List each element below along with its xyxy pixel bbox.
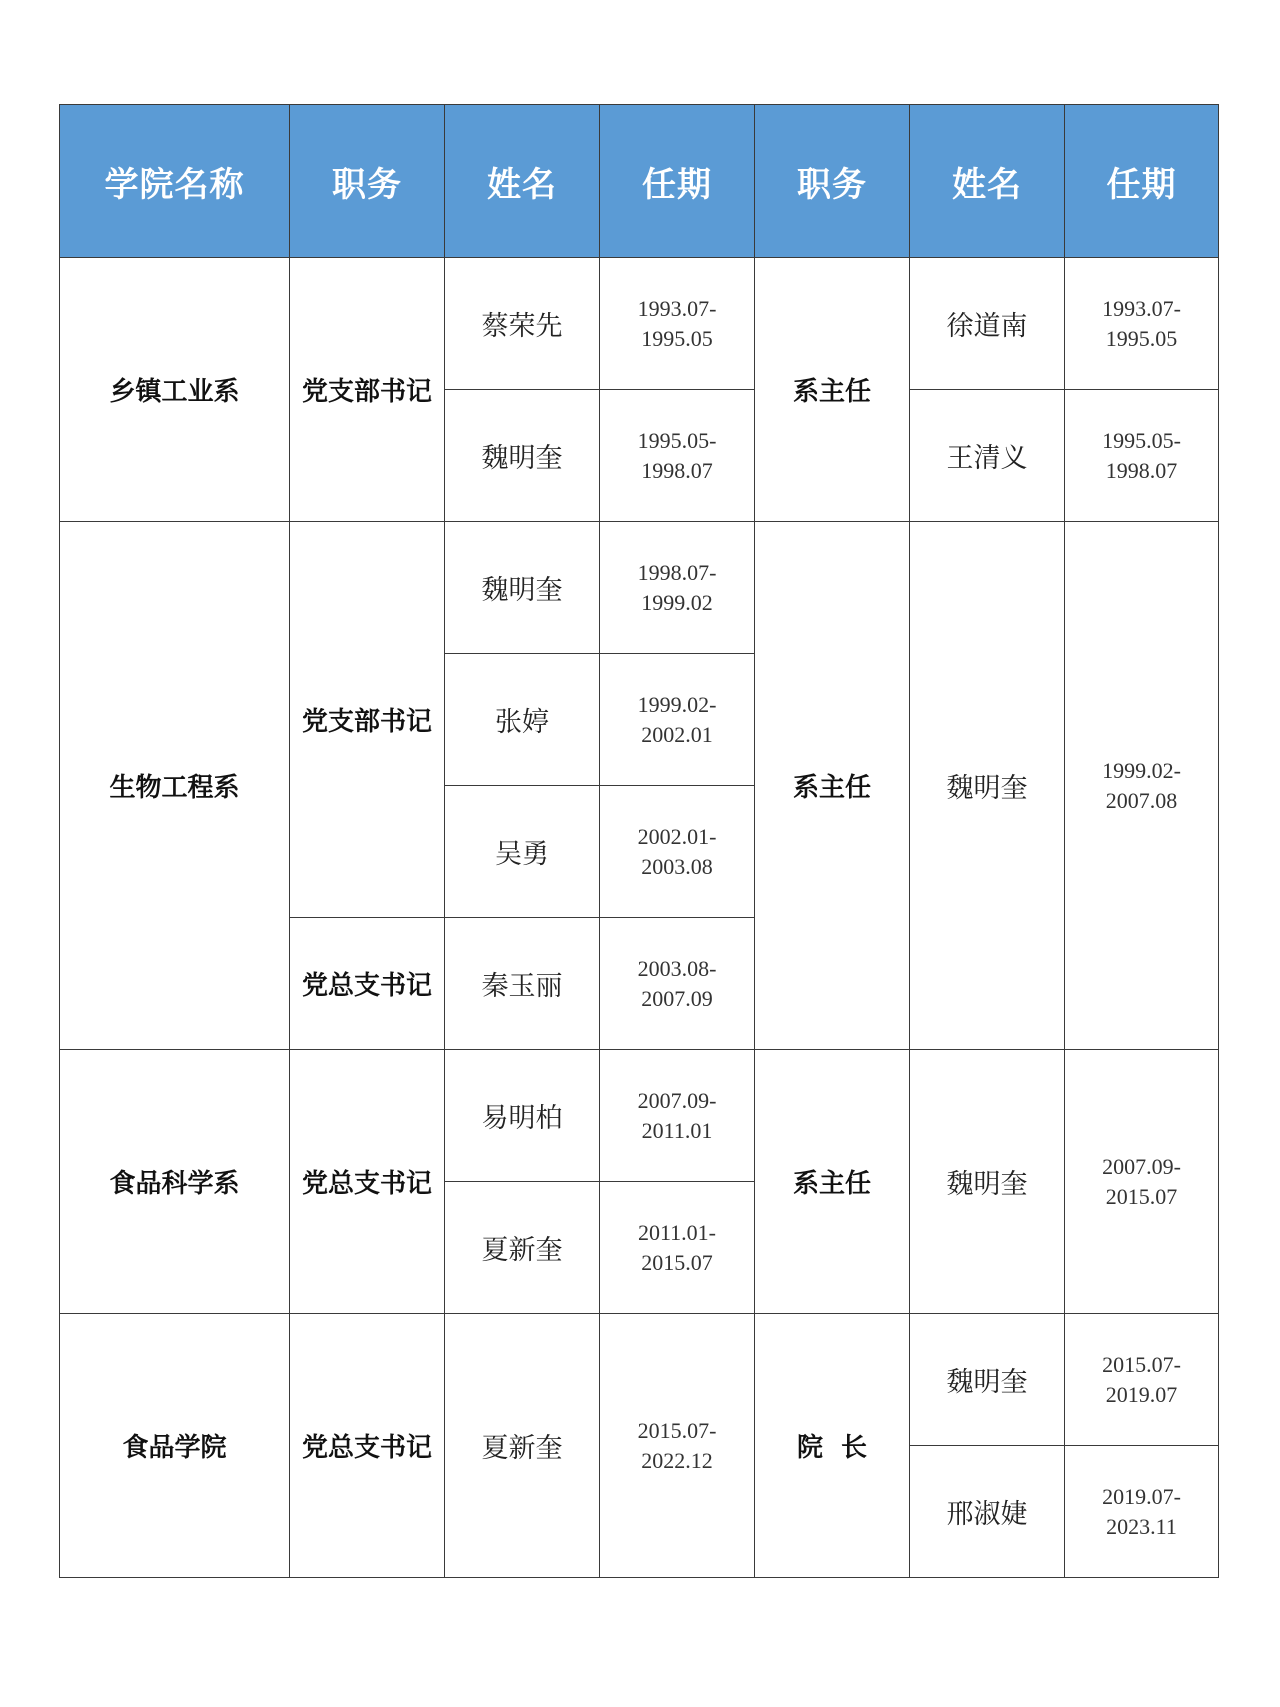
- secretary-role: 党总支书记: [290, 1314, 445, 1578]
- header-secretary-role: 职务: [290, 105, 445, 258]
- term-end: 2007.09: [641, 985, 713, 1011]
- header-head-term: 任期: [1065, 105, 1219, 258]
- secretary-name: 夏新奎: [445, 1314, 600, 1578]
- secretary-name: 蔡荣先: [445, 258, 600, 390]
- term-end: 1998.07: [641, 457, 713, 483]
- head-name: 邢淑婕: [910, 1446, 1065, 1578]
- secretary-role: 党总支书记: [290, 1050, 445, 1314]
- term-start: 2019.07-: [1102, 1483, 1181, 1509]
- secretary-name: 夏新奎: [445, 1182, 600, 1314]
- header-head-role: 职务: [755, 105, 910, 258]
- secretary-term: [600, 522, 755, 654]
- head-name: 王清义: [910, 390, 1065, 522]
- head-name: 徐道南: [910, 258, 1065, 390]
- table-row: [60, 1314, 1219, 1446]
- table-row: [60, 258, 1219, 390]
- secretary-term: [600, 918, 755, 1050]
- head-role: 系主任: [755, 522, 910, 1050]
- header-secretary-name: 姓名: [445, 105, 600, 258]
- secretary-term: [600, 654, 755, 786]
- term-end: 2022.12: [641, 1447, 713, 1473]
- secretary-term: [600, 390, 755, 522]
- header-row: [60, 105, 1219, 258]
- term-start: 2011.01-: [637, 1219, 716, 1245]
- term-end: 2023.11: [1106, 1513, 1177, 1539]
- head-term: [1065, 1314, 1219, 1446]
- term-start: 2015.07-: [637, 1417, 717, 1443]
- term-end: 2007.08: [1105, 787, 1178, 813]
- head-term: [1065, 1446, 1219, 1578]
- secretary-term: [600, 1182, 755, 1314]
- term-start: 2015.07-: [1102, 1351, 1181, 1377]
- secretary-term: [600, 1050, 755, 1182]
- head-term: [1065, 258, 1219, 390]
- secretary-term: [600, 786, 755, 918]
- secretary-role: 党支部书记: [290, 258, 445, 522]
- table-row: [60, 522, 1219, 654]
- college-name: 食品科学系: [60, 1050, 290, 1314]
- secretary-name: 张婷: [445, 654, 600, 786]
- college-name: 食品学院: [60, 1314, 290, 1578]
- term-end: 2019.07: [1105, 1381, 1178, 1407]
- head-name: 魏明奎: [910, 522, 1065, 1050]
- leadership-table: [59, 104, 1219, 1578]
- head-term: [1065, 1050, 1219, 1314]
- term-start: 1998.07-: [637, 559, 717, 585]
- term-start: 1993.07-: [1102, 295, 1181, 321]
- term-end: 2015.07: [1105, 1183, 1178, 1209]
- term-end: 1999.02: [641, 589, 713, 615]
- term-start: 2003.08-: [637, 955, 717, 981]
- term-end: 1995.05: [1105, 325, 1178, 351]
- secretary-term: [600, 1314, 755, 1578]
- secretary-name: 易明柏: [445, 1050, 600, 1182]
- secretary-term: [600, 258, 755, 390]
- college-name: 生物工程系: [60, 522, 290, 1050]
- term-end: 2015.07: [641, 1249, 713, 1275]
- college-name: 乡镇工业系: [60, 258, 290, 522]
- term-start: 1993.07-: [637, 295, 717, 321]
- head-name: 魏明奎: [910, 1314, 1065, 1446]
- header-head-name: 姓名: [910, 105, 1065, 258]
- head-name: 魏明奎: [910, 1050, 1065, 1314]
- term-start: 2007.09-: [1102, 1153, 1181, 1179]
- head-term: [1065, 390, 1219, 522]
- term-start: 1999.02-: [1102, 757, 1181, 783]
- term-start: 2007.09-: [637, 1087, 717, 1113]
- term-end: 1995.05: [641, 325, 713, 351]
- term-end: 1998.07: [1105, 457, 1178, 483]
- term-end: 2002.01: [641, 721, 713, 747]
- header-college: 学院名称: [60, 105, 290, 258]
- head-term: [1065, 522, 1219, 1050]
- secretary-name: 吴勇: [445, 786, 600, 918]
- secretary-role: 党支部书记: [290, 522, 445, 918]
- secretary-name: 魏明奎: [445, 390, 600, 522]
- secretary-name: 秦玉丽: [445, 918, 600, 1050]
- term-end: 2003.08: [641, 853, 713, 879]
- term-start: 1995.05-: [637, 427, 717, 453]
- head-role: 系主任: [755, 258, 910, 522]
- secretary-role: 党总支书记: [290, 918, 445, 1050]
- table-row: [60, 1050, 1219, 1182]
- term-start: 2002.01-: [637, 823, 717, 849]
- secretary-name: 魏明奎: [445, 522, 600, 654]
- head-role: 院 长: [755, 1314, 910, 1578]
- term-end: 2011.01: [641, 1117, 713, 1143]
- term-start: 1995.05-: [1102, 427, 1181, 453]
- header-secretary-term: 任期: [600, 105, 755, 258]
- term-start: 1999.02-: [637, 691, 717, 717]
- head-role: 系主任: [755, 1050, 910, 1314]
